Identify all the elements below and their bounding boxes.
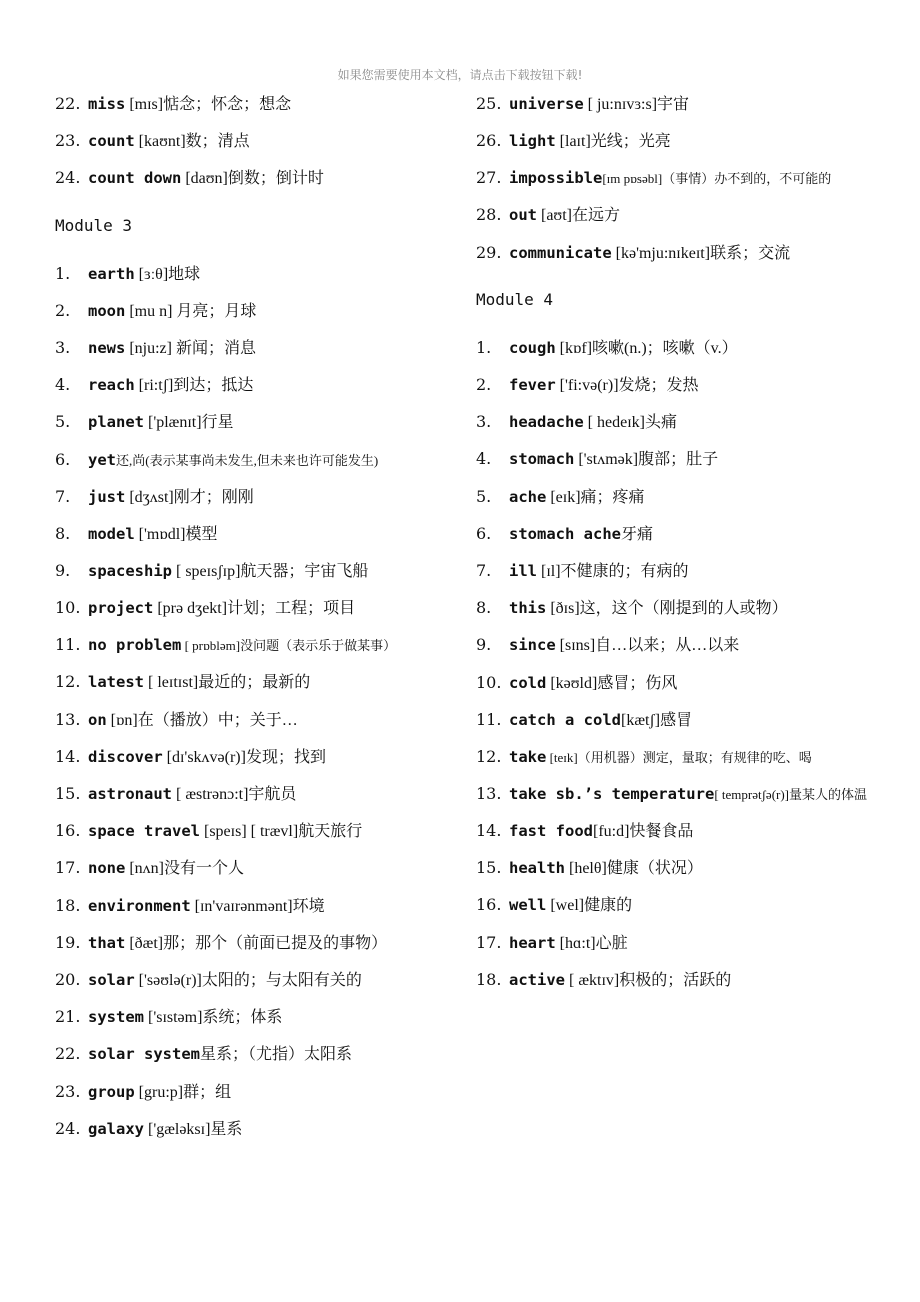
entry-number: 14. [476, 821, 502, 841]
entry-definition: [ speɪsʃɪp]航天器；宇宙飞船 [172, 563, 369, 581]
entry-body [88, 367, 253, 404]
entry-word: stomach [509, 450, 575, 469]
vocab-entry [476, 160, 876, 197]
entry-number: 9. [55, 561, 71, 581]
vocab-entry [476, 123, 876, 160]
vocab-entry [476, 235, 876, 272]
entry-body [509, 197, 620, 234]
vocab-entry [55, 925, 455, 962]
entry-body [509, 86, 689, 123]
vocab-entry [476, 367, 876, 404]
entry-word: fever [509, 376, 556, 395]
entry-number: 5. [476, 486, 492, 506]
entry-word: earth [88, 264, 135, 283]
entry-definition: [eɪk]痛；疼痛 [546, 488, 645, 506]
entry-definition: [kætʃ]感冒 [620, 711, 693, 729]
entry-body [509, 479, 645, 516]
entry-word: no problem [88, 636, 182, 655]
entry-number: 23. [55, 131, 81, 151]
entry-definition: [mu n] 月亮；月球 [125, 302, 257, 320]
entry-definition: ['gæləksɪ]星系 [144, 1120, 243, 1138]
entry-definition: ['mɒdl]模型 [134, 525, 218, 543]
entry-definition: ['fi:və(r)]发烧；发热 [555, 377, 699, 395]
entry-number: 1. [476, 337, 492, 357]
entry-definition: [laɪt]光线；光亮 [555, 133, 671, 151]
entry-word: on [88, 710, 107, 729]
entry-word: heart [509, 933, 556, 952]
entry-word: space travel [88, 822, 200, 841]
vocab-entry [476, 850, 876, 887]
entry-word: yet [88, 450, 116, 469]
entry-body [509, 665, 677, 702]
entry-definition: [ leɪtɪst]最近的；最新的 [144, 674, 311, 692]
vocab-entry [55, 776, 455, 813]
entry-number: 3. [476, 412, 492, 432]
entry-body [509, 123, 671, 160]
entry-body [88, 590, 355, 627]
module-3-list [55, 256, 455, 1148]
entry-number: 7. [476, 561, 492, 581]
entry-number: 5. [55, 412, 71, 432]
vocab-entry [55, 86, 455, 123]
vocab-entry [55, 739, 455, 776]
watermark: 如果您需要使用本文档，请点击下载按钮下载! [337, 68, 583, 82]
entry-number: 18. [476, 969, 502, 989]
entry-word: ill [509, 562, 537, 581]
entry-number: 10. [476, 672, 502, 692]
entry-number: 11. [55, 635, 81, 655]
entry-definition: [kaʊnt]数；清点 [134, 133, 250, 151]
vocab-entry [55, 330, 455, 367]
vocab-entry [476, 516, 876, 553]
vocab-entry [55, 516, 455, 553]
entry-word: planet [88, 413, 144, 432]
entry-word: environment [88, 896, 191, 915]
vocab-entry [476, 776, 876, 813]
entry-definition: [wel]健康的 [546, 897, 633, 915]
entry-word: solar system [88, 1045, 200, 1064]
entry-body [88, 330, 256, 367]
entry-definition: [dɪ'skʌvə(r)]发现；找到 [162, 748, 326, 766]
entry-number: 22. [55, 94, 81, 113]
entry-definition: [ɪl]不健康的；有病的 [537, 563, 689, 581]
entry-number: 22. [55, 1044, 81, 1064]
entry-word: miss [88, 95, 126, 113]
entry-word: reach [88, 376, 135, 395]
entry-body [88, 442, 448, 479]
vocab-entry [476, 887, 876, 924]
entry-body [509, 702, 692, 739]
entry-definition: [ hedeɪk]头痛 [583, 414, 677, 432]
entry-number: 20. [55, 970, 81, 990]
entry-number: 15. [55, 784, 81, 804]
entry-word: health [509, 859, 565, 878]
entry-word: cough [509, 338, 556, 357]
module-3-heading: Module 3 [55, 215, 133, 235]
entry-number: 26. [476, 131, 502, 151]
entry-definition: [mɪs]惦念；怀念；想念 [125, 96, 292, 113]
entry-number: 17. [55, 858, 81, 878]
entry-definition: [kə'mju:nɪkeɪt]联系；交流 [611, 244, 791, 262]
entry-definition: [hɑ:t]心脏 [555, 934, 628, 952]
entry-definition: [daʊn]倒数；倒计时 [181, 170, 324, 188]
vocab-entry [476, 627, 876, 664]
vocab-entry [476, 665, 876, 702]
entry-body [88, 293, 256, 330]
entry-word: take sb.’s temperature [509, 785, 715, 804]
entry-body [88, 962, 362, 999]
entry-definition: [prə dʒekt]计划；工程；项目 [153, 600, 356, 618]
entry-number: 4. [476, 449, 492, 469]
right-top-entries [476, 86, 876, 272]
entry-body [88, 404, 234, 441]
vocab-entry [476, 197, 876, 234]
entry-body [88, 999, 282, 1036]
entry-number: 12. [476, 747, 502, 767]
entry-number: 24. [55, 168, 81, 188]
entry-number: 13. [55, 709, 81, 729]
entry-definition: [helθ]健康（状况） [565, 860, 703, 878]
entry-word: take [509, 748, 547, 767]
entry-number: 1. [55, 263, 71, 283]
entry-word: cold [509, 673, 547, 692]
entry-body [88, 664, 310, 701]
entry-body [88, 888, 325, 925]
entry-body [88, 813, 362, 850]
vocab-entry [55, 999, 455, 1036]
entry-body [88, 256, 200, 293]
vocab-entry [476, 479, 876, 516]
entry-definition: [ɜːθ]地球 [134, 265, 201, 283]
entry-body [88, 925, 387, 962]
entry-body [509, 404, 677, 441]
vocab-entry [476, 330, 876, 367]
entry-word: universe [509, 95, 584, 113]
entry-word: galaxy [88, 1119, 144, 1138]
entry-body [88, 1111, 242, 1148]
entry-body [509, 441, 718, 478]
left-top-entries [55, 86, 455, 198]
entry-definition: [ðɪs]这，这个（刚提到的人或物） [546, 600, 788, 618]
entry-definition: [ðæt]那；那个（前面已提及的事物） [125, 934, 388, 952]
entry-body [88, 160, 324, 197]
entry-body [509, 160, 869, 197]
entry-body [88, 850, 244, 887]
module-4-list [476, 330, 876, 999]
entry-number: 6. [55, 449, 71, 469]
entry-word: count [88, 132, 135, 151]
entry-word: group [88, 1082, 135, 1101]
entry-body [509, 553, 689, 590]
entry-definition: 牙痛 [620, 525, 653, 543]
entry-body [88, 553, 368, 590]
entry-number: 11. [476, 709, 502, 729]
vocab-entry [55, 813, 455, 850]
entry-body [88, 86, 291, 123]
vocab-entry [55, 367, 455, 404]
entry-word: moon [88, 301, 126, 320]
entry-word: out [509, 206, 537, 225]
vocab-entry [55, 664, 455, 701]
vocab-entry [55, 123, 455, 160]
entry-body [88, 1036, 352, 1073]
entry-definition: [ri:tʃ]到达；抵达 [134, 377, 254, 395]
entry-word: system [88, 1008, 144, 1027]
vocab-entry [55, 850, 455, 887]
entry-word: ache [509, 487, 547, 506]
entry-number: 14. [55, 746, 81, 766]
entry-body [509, 925, 628, 962]
entry-body [509, 850, 703, 887]
vocab-entry [476, 702, 876, 739]
entry-body [88, 516, 217, 553]
entry-definition: ['səʊlə(r)]太阳的；与太阳有关的 [134, 972, 362, 990]
entry-word: headache [509, 413, 584, 432]
vocab-entry [476, 813, 876, 850]
entry-word: none [88, 859, 126, 878]
entry-number: 17. [476, 932, 502, 952]
vocab-entry [476, 739, 876, 776]
entry-body [88, 123, 250, 160]
vocab-entry [55, 888, 455, 925]
entry-body [88, 479, 254, 516]
entry-definition: ['stʌmək]腹部；肚子 [574, 451, 719, 469]
vocab-entry [476, 925, 876, 962]
entry-number: 16. [55, 821, 81, 841]
vocab-entry [55, 702, 455, 739]
vocab-entry [476, 404, 876, 441]
entry-number: 8. [55, 523, 71, 543]
entry-body [509, 813, 693, 850]
entry-number: 12. [55, 672, 81, 692]
entry-definition: 还,尚(表示某事尚未发生,但未来也许可能发生) [116, 452, 379, 468]
entry-body [509, 627, 739, 664]
vocab-entry [55, 479, 455, 516]
entry-definition: [ temprətʃə(r)]量某人的体温 [714, 787, 868, 803]
entry-number: 9. [476, 635, 492, 655]
entry-definition: [ɒn]在（播放）中；关于… [106, 711, 298, 729]
vocab-entry [55, 553, 455, 590]
entry-word: model [88, 524, 135, 543]
entry-word: just [88, 487, 126, 506]
entry-word: discover [88, 747, 163, 766]
entry-number: 19. [55, 932, 81, 952]
entry-number: 21. [55, 1007, 81, 1027]
vocab-entry [55, 962, 455, 999]
entry-definition: [ æstrənɔ:t]宇航员 [172, 786, 297, 804]
entry-word: stomach ache [509, 524, 621, 543]
entry-body [88, 739, 326, 776]
entry-word: astronaut [88, 785, 172, 804]
entry-number: 3. [55, 338, 71, 358]
vocab-entry [476, 441, 876, 478]
entry-number: 24. [55, 1118, 81, 1138]
entry-definition: [ɪm pɒsəbl]（事情）办不到的，不可能的 [602, 171, 832, 187]
vocab-entry [55, 590, 455, 627]
entry-body [509, 516, 653, 553]
entry-word: solar [88, 971, 135, 990]
entry-definition: [nʌn]没有一个人 [125, 860, 244, 878]
entry-word: well [509, 896, 547, 915]
entry-definition: [gru:p]群；组 [134, 1083, 232, 1101]
entry-number: 6. [476, 523, 492, 543]
entry-word: light [509, 132, 556, 151]
entry-number: 23. [55, 1081, 81, 1101]
entry-body [509, 739, 869, 776]
entry-number: 13. [476, 784, 502, 804]
entry-definition: [nju:z] 新闻；消息 [125, 340, 256, 358]
entry-definition: [speɪs] [ trævl]航天旅行 [199, 823, 363, 841]
vocab-entry [55, 1036, 455, 1073]
entry-number: 7. [55, 486, 71, 506]
entry-definition: [fu:d]快餐食品 [593, 823, 694, 841]
entry-definition: [sɪns]自…以来；从…以来 [555, 637, 740, 655]
entry-word: active [509, 970, 565, 989]
left-column [55, 86, 455, 1148]
vocab-entry [55, 627, 455, 664]
entry-word: that [88, 933, 126, 952]
entry-body [509, 962, 731, 999]
entry-body [509, 776, 869, 813]
entry-body [88, 702, 298, 739]
vocab-entry [55, 293, 455, 330]
vocab-entry [55, 160, 455, 197]
entry-number: 28. [476, 205, 502, 225]
entry-number: 15. [476, 858, 502, 878]
entry-number: 10. [55, 598, 81, 618]
vocab-entry [476, 590, 876, 627]
vocab-entry [55, 1111, 455, 1148]
entry-word: news [88, 339, 126, 358]
entry-definition: [aʊt]在远方 [537, 207, 620, 225]
entry-word: latest [88, 673, 144, 692]
entry-body [509, 235, 790, 272]
entry-definition: ['plænɪt]行星 [144, 414, 234, 432]
vocab-entry [55, 404, 455, 441]
entry-definition: [kəʊld]感冒；伤风 [546, 674, 678, 692]
entry-definition: [kɒf]咳嗽(n.)；咳嗽（v.） [555, 339, 738, 357]
entry-body [509, 590, 788, 627]
vocab-entry [55, 442, 455, 479]
entry-word: count down [88, 169, 182, 188]
entry-word: since [509, 636, 556, 655]
entry-word: fast food [509, 822, 593, 841]
entry-number: 27. [476, 168, 502, 188]
entry-word: project [88, 599, 154, 618]
vocab-entry [476, 86, 876, 123]
entry-definition: [teɪk]（用机器）测定，量取；有规律的吃、喝 [546, 750, 812, 766]
entry-number: 2. [476, 375, 492, 395]
entry-definition: [ æktɪv]积极的；活跃的 [565, 971, 732, 989]
entry-word: spaceship [88, 562, 172, 581]
vocab-entry [476, 962, 876, 999]
entry-definition: [ prɒbləm]没问题（表示乐于做某事） [181, 638, 397, 654]
entry-number: 25. [476, 94, 502, 113]
entry-number: 16. [476, 895, 502, 915]
entry-body [509, 330, 738, 367]
vocab-entry [55, 1074, 455, 1111]
entry-definition: ['sɪstəm]系统；体系 [144, 1009, 283, 1027]
module-4-heading: Module 4 [476, 289, 554, 309]
entry-body [509, 887, 632, 924]
entry-definition: [ ju:nɪvɜ:s]宇宙 [583, 96, 690, 113]
entry-word: catch a cold [509, 710, 621, 729]
entry-definition: 星系；（尤指）太阳系 [199, 1046, 352, 1064]
entry-number: 8. [476, 598, 492, 618]
entry-word: this [509, 599, 547, 618]
entry-body [509, 367, 699, 404]
entry-definition: [ɪn'vaɪrənmənt]环境 [190, 897, 325, 915]
entry-word: communicate [509, 243, 612, 262]
entry-body [88, 627, 448, 664]
entry-body [88, 776, 296, 813]
vocab-entry [476, 553, 876, 590]
entry-definition: [dʒʌst]刚才；刚刚 [125, 488, 254, 506]
entry-body [88, 1074, 231, 1111]
entry-number: 2. [55, 300, 71, 320]
entry-number: 18. [55, 895, 81, 915]
vocab-entry [55, 256, 455, 293]
entry-number: 4. [55, 375, 71, 395]
entry-word: impossible [509, 169, 603, 188]
right-column [476, 86, 876, 999]
entry-number: 29. [476, 242, 502, 262]
